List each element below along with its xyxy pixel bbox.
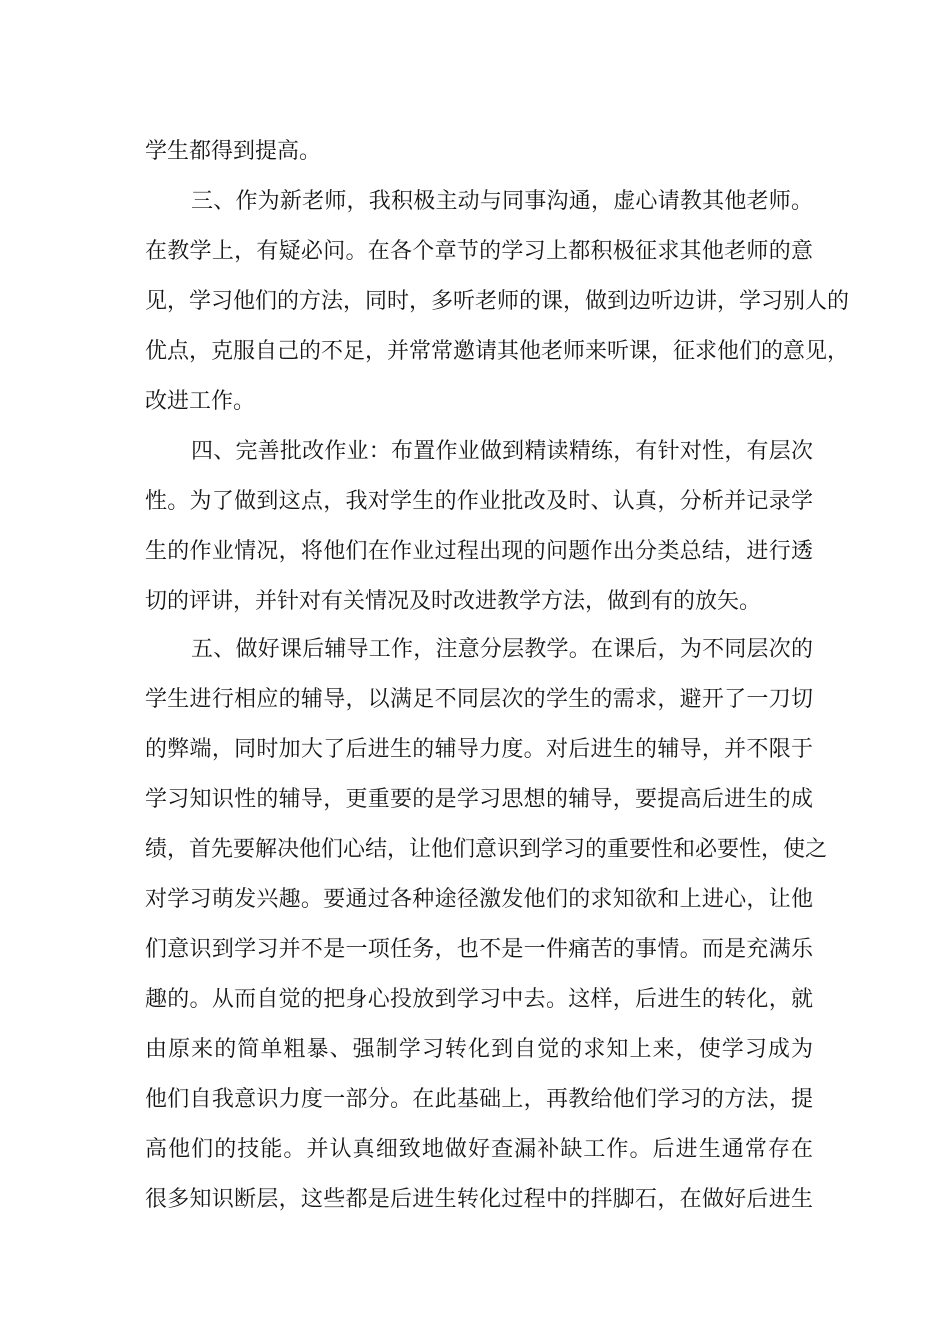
text-line: 性。为了做到这点，我对学生的作业批改及时、认真，分析并记录学 bbox=[145, 489, 813, 514]
text-line: 的弊端，同时加大了后进生的辅导力度。对后进生的辅导，并不限于 bbox=[145, 737, 813, 762]
paragraph-heading-line: 四、完善批改作业：布置作业做到精读精练，有针对性，有层次 bbox=[191, 439, 813, 464]
text-line: 改进工作。 bbox=[145, 389, 256, 414]
text-line: 优点，克服自己的不足，并常常邀请其他老师来听课，征求他们的意见， bbox=[145, 339, 850, 364]
text-line: 他们自我意识力度一部分。在此基础上，再教给他们学习的方法，提 bbox=[145, 1087, 813, 1112]
paragraph-heading-line: 三、作为新老师，我积极主动与同事沟通，虚心请教其他老师。 bbox=[191, 189, 813, 214]
text-line: 在教学上，有疑必问。在各个章节的学习上都积极征求其他老师的意 bbox=[145, 239, 813, 264]
paragraph-heading-line: 五、做好课后辅导工作，注意分层教学。在课后，为不同层次的 bbox=[191, 637, 813, 662]
text-line: 趣的。从而自觉的把身心投放到学习中去。这样，后进生的转化，就 bbox=[145, 987, 813, 1012]
text-line: 见，学习他们的方法，同时，多听老师的课，做到边听边讲，学习别人的 bbox=[145, 289, 850, 314]
text-line: 高他们的技能。并认真细致地做好查漏补缺工作。后进生通常存在 bbox=[145, 1137, 813, 1162]
text-line: 由原来的简单粗暴、强制学习转化到自觉的求知上来，使学习成为 bbox=[145, 1037, 813, 1062]
text-line: 生的作业情况，将他们在作业过程出现的问题作出分类总结，进行透 bbox=[145, 539, 813, 564]
text-line: 学生进行相应的辅导，以满足不同层次的学生的需求，避开了一刀切 bbox=[145, 687, 813, 712]
text-line: 们意识到学习并不是一项任务，也不是一件痛苦的事情。而是充满乐 bbox=[145, 937, 813, 962]
text-line: 绩，首先要解决他们心结，让他们意识到学习的重要性和必要性，使之 bbox=[145, 837, 828, 862]
text-line: 学生都得到提高。 bbox=[145, 139, 322, 164]
text-line: 对学习萌发兴趣。要通过各种途径激发他们的求知欲和上进心，让他 bbox=[145, 887, 813, 912]
text-line: 学习知识性的辅导，更重要的是学习思想的辅导，要提高后进生的成 bbox=[145, 787, 813, 812]
text-line: 切的评讲，并针对有关情况及时改进教学方法，做到有的放矢。 bbox=[145, 589, 762, 614]
text-line: 很多知识断层，这些都是后进生转化过程中的拌脚石，在做好后进生 bbox=[145, 1187, 813, 1212]
